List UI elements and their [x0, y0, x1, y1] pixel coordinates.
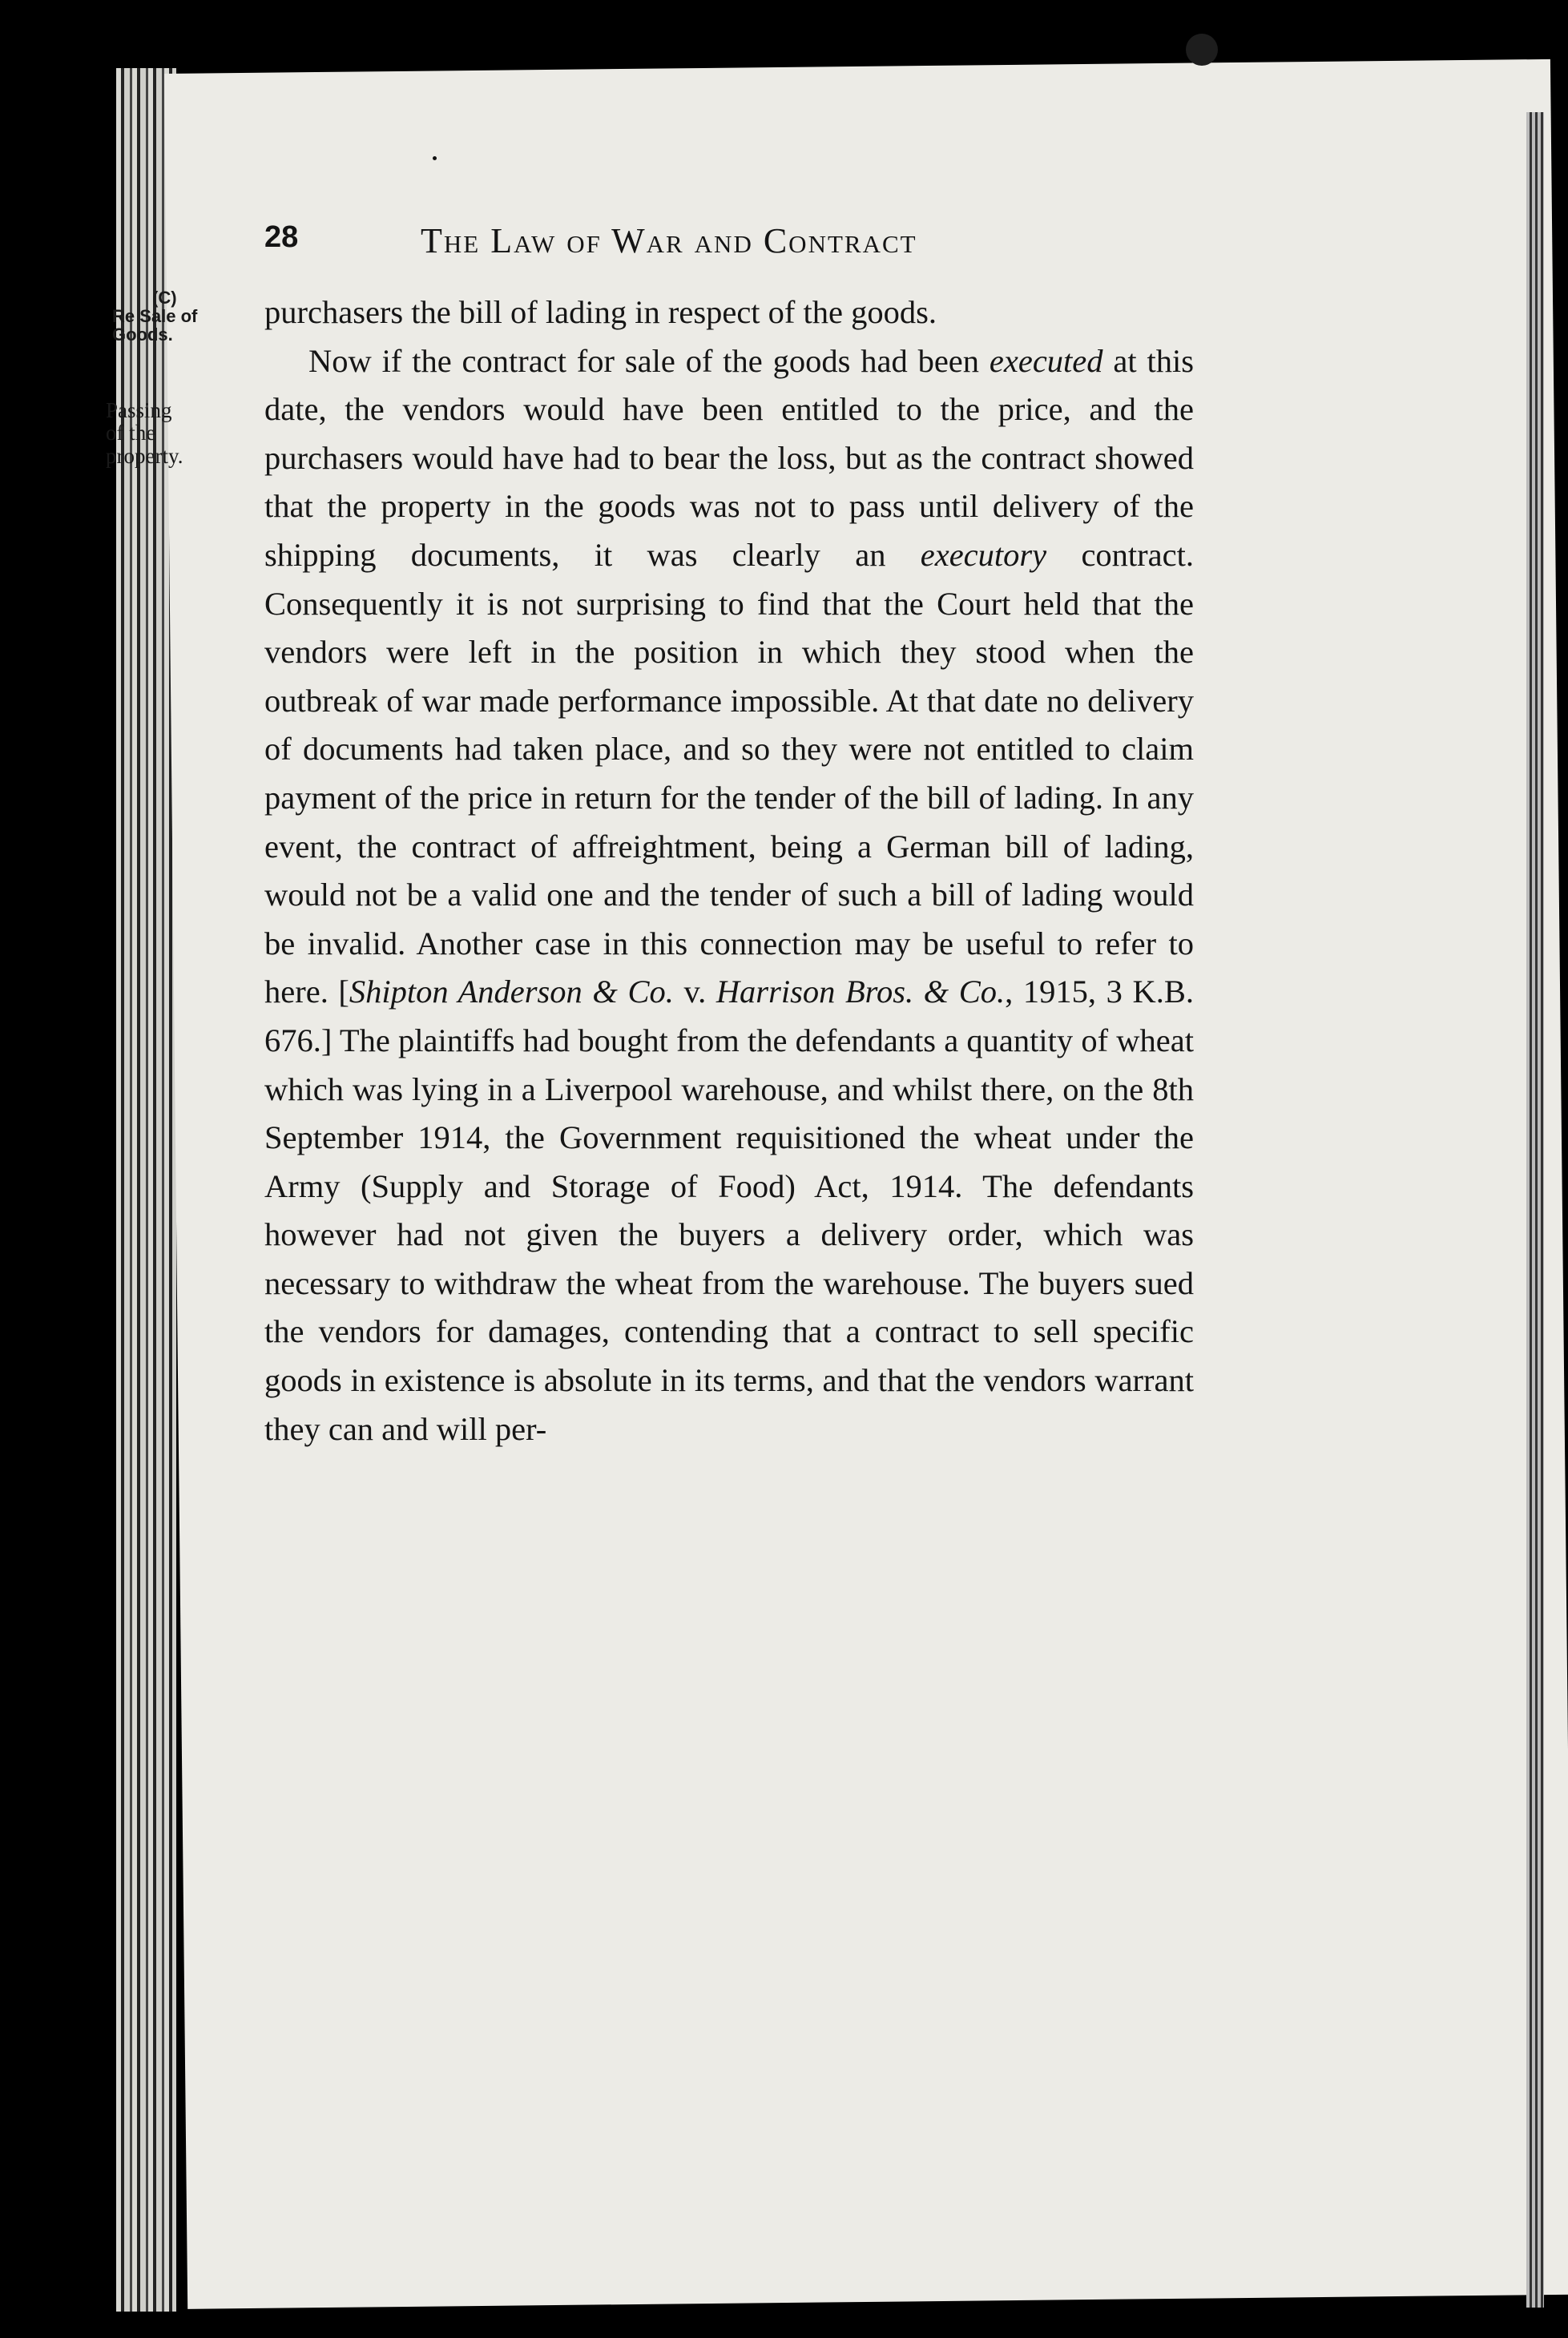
text-run: v.	[673, 973, 716, 1010]
margin-note-re-sale	[112, 288, 224, 344]
page-header	[264, 220, 1226, 276]
running-title: The Law of War and Contract	[421, 221, 917, 260]
case-citation: Harrison Bros. & Co.	[715, 973, 1006, 1010]
page-number: 28	[264, 220, 299, 254]
page-right-edge	[1526, 112, 1544, 2308]
margin-note-line: Passing	[106, 398, 172, 422]
text-run: , 1915, 3 K.B. 676.] The plaintiffs had bought from the defendants a quantity of wheat which was lying in a Liverpool warehouse, and whilst there, on the 8th September 1914, the Government requisitioned the wheat under the Army (Supply and Storage of Food) Act, 1914. The defendants however had not given the buyers a delivery order, which was necessary to withdraw the wheat from the warehouse. The buyers sued the vendors for damages, contending that a contract to sell specific goods in existence is absolute in its terms, and that the vendors warrant they can and will per-	[264, 973, 1194, 1447]
text-run: at this date, the vendors would have been entitled to the price, and the purchasers would have had to bear the loss, but as the contract showed that the property in the goods was not to pass until delivery of the shipping documents, it was clearly an	[264, 342, 1194, 573]
margin-note-line: of the	[106, 421, 156, 445]
margin-note-line: property.	[106, 443, 183, 468]
italic-term: executed	[989, 342, 1103, 379]
dust-speck	[433, 156, 437, 160]
margin-note-line: Goods.	[112, 324, 173, 345]
paragraph-2	[264, 337, 1194, 1454]
case-citation: Shipton Anderson & Co.	[349, 973, 674, 1010]
body-text	[264, 288, 1194, 1453]
dust-speck	[1186, 34, 1218, 66]
margin-note-letter: (C)	[152, 288, 177, 308]
text-run: contract. Consequently it is not surprising to find that the Court held that the vendors were left in the position in which they stood when the outbreak of war made performance impossible. At that date no delivery of documents had taken place, and so they were not entitled to claim payment of the price in return for the tender of the bill of lading. In any event, the contract of affreightment, being a German bill of lading, would not be a valid one and the tender of such a bill of lading would be invalid. Another case in this connection may be useful to refer to here. [	[264, 536, 1194, 1010]
margin-note-line: Re Sale of	[112, 306, 198, 327]
italic-term: executory	[920, 536, 1047, 573]
margin-note-passing-property	[106, 399, 234, 467]
text-run: Now if the contract for sale of the goods had been	[308, 342, 990, 379]
paragraph-1: purchasers the bill of lading in respect of the goods.	[264, 294, 937, 330]
